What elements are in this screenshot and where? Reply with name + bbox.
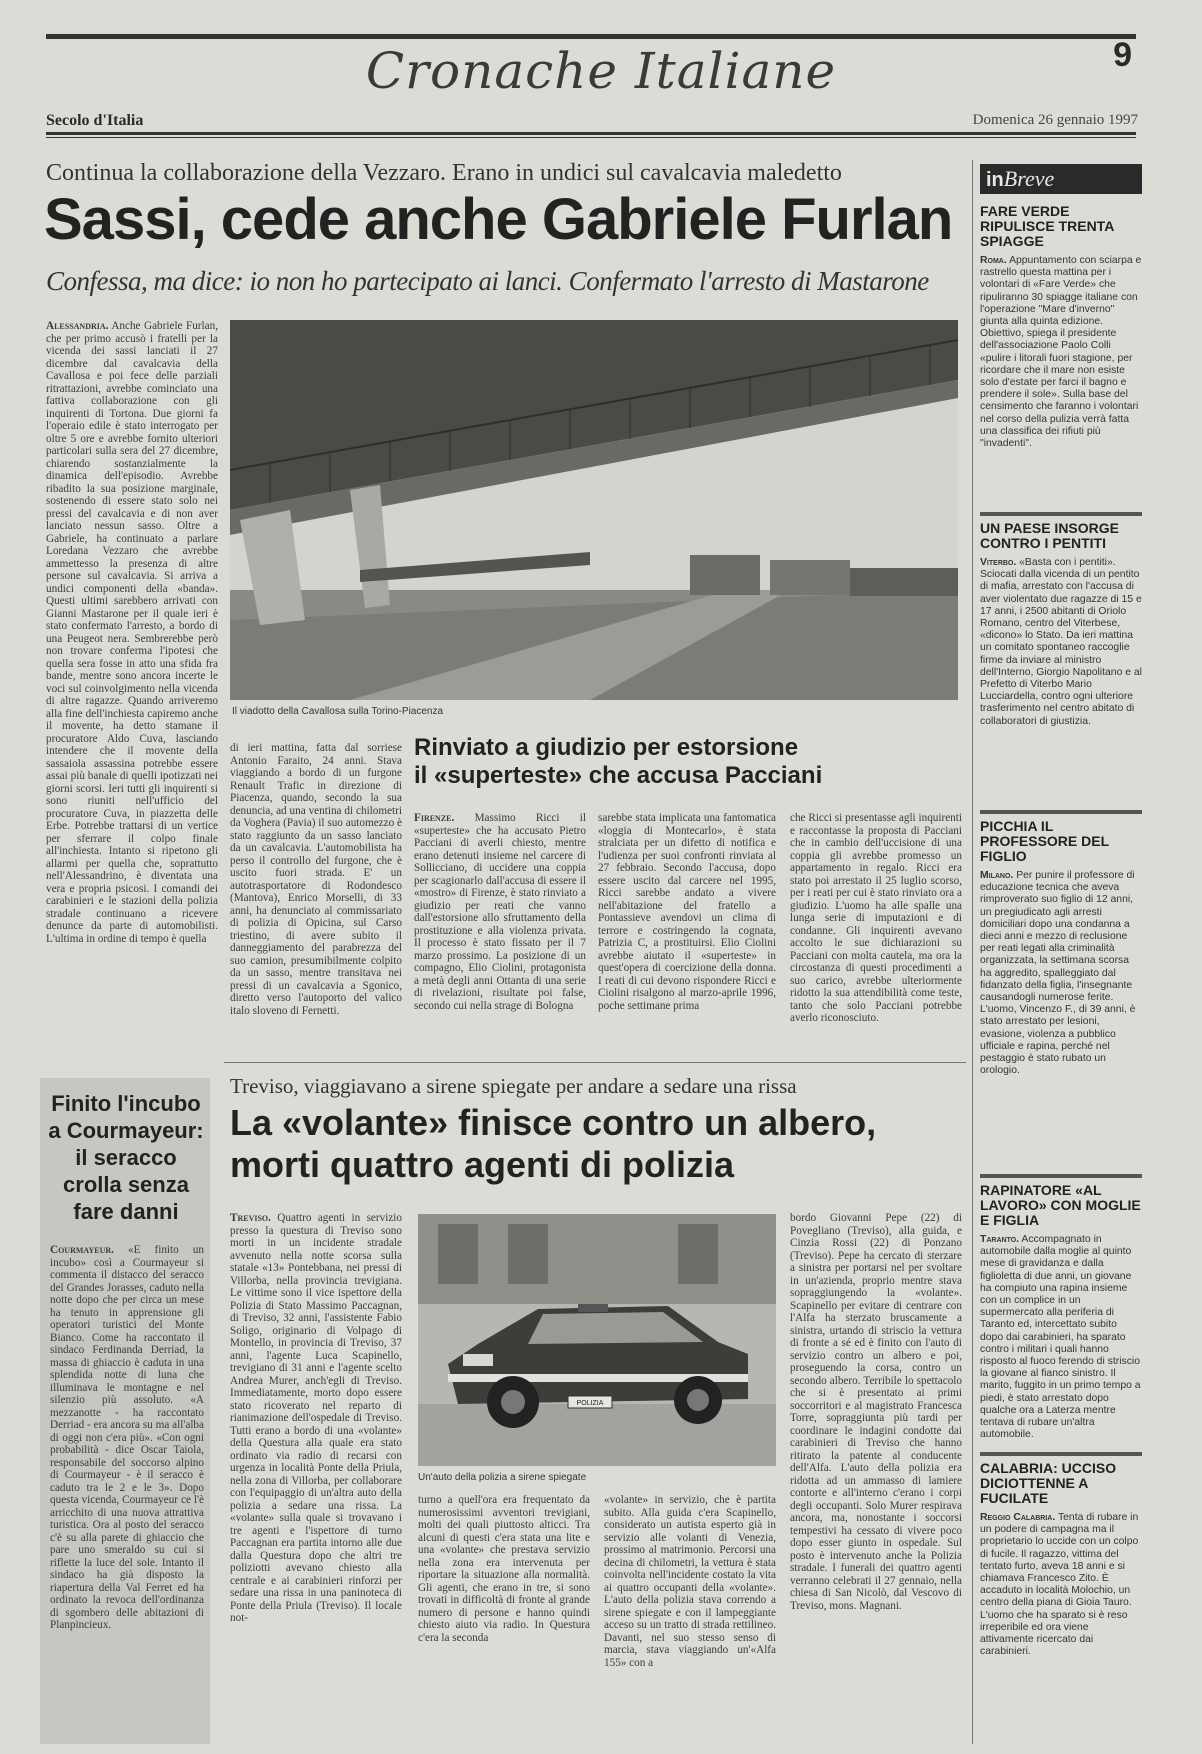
courmayeur-body-text: «E finito un incubo» così a Courmayeur si commenta il distacco del seracco del Grandes Jorasses, caduto nella notte dopo che per circa un mese ha tenuto in apprensione gli operatori turistici del Monte Bianco. Come ha raccontato il sindaco Ferdinanda Derriad, la massa di ghiaccio è caduta in una splendida notte di luna che illuminava le montagne e nel silenzio più assoluto. «A mezzanotte - ha raccontato Derriad - era ancora su ma all'alba di oggi non c'era più». «Con ogni probabilità - dice Oscar Taiola, responsabile del soccorso alpino di Courmayeur - è il seracco è caduto tra le 2 e le 3». Dopo questa vicenda, Courmayeur ce l'è arricchito di una nuova attrattiva turistica. Ora al posto del seracco c'è su alla parete di ghiaccio che pare uno smeraldo su cui si riflette la luce del sole. Intanto il sindaco ha già disposto la riapertura della Val Ferret ed ha ordinato la revoca dell'ordinanza di sgombero delle abitazioni di Planpincieux. [50,1244,204,1631]
brief-3-dateline: Milano. [980,870,1014,881]
brief-4-title: RAPINATORE «AL LAVORO» CON MOGLIE E FIGLIA [980,1182,1141,1228]
brief-1-body: Appuntamento con sciarpa e rastrello questa mattina per i volontari di «Fare Verde» che ripuliranno 30 spiagge italiane con l'operazione "Mare d'inverno" giunta alla quinta edizione. Obiettivo, spiega il presidente dell'associazione Paolo Colli «pulire i litorali fuori stagione, per ricordare che il mare non esiste solo d'estate per farci il bagno e prendere il sole». Sulla base del censimento che faranno i volontari nel corso della pulizia verrà fatta una classifica dei rifiuti più "invadenti". [980,255,1142,450]
viaduct-caption: Il viadotto della Cavallosa sulla Torino-Piacenza [232,706,444,717]
treviso-col2: turno a quell'ora era frequentato da numerosissimi avventori trevigiani, molti dei quali piuttosto alticci. Tra alcuni di questi c'era stata una lite e una «volante» che prestava servizio nella zona era intervenuta per riportare la situazione alla normalità. Gli agenti, che erano in tre, si sono trovati in difficoltà di fronte al grande numero di persone e hanno quindi chiesto aiuto via radio. In Questura c'era la seconda [418,1494,590,1644]
treviso-dateline: Treviso. [230,1212,271,1224]
in-breve-header [980,164,1142,194]
sidebar-divider [972,160,973,1744]
brief-1-title: FARE VERDE RIPULISCE TRENTA SPIAGGE [980,204,1114,249]
brief-2-bar [980,512,1142,516]
brief-4-body: Accompagnato in automobile dalla moglie al quinto mese di gravidanza e dalla figlioletta di due anni, un giovane ha compiuto una rapina insieme con un complice in un supermercato alla periferia di Taranto ed, intercettato subito dopo dai carabinieri, ha sparato contro i militari i quali hanno risposto al fuoco ferendo di striscio la giovane al fianco sinistro. Il marito, fuggito in un primo tempo a piedi, è stato arrestato dopo qualche ora a Laterza mentre tentava di rubare un'altra automobile. [980,1234,1141,1441]
brief-5-dateline: Reggio Calabria. [980,1512,1056,1523]
viaduct-photo [230,320,958,700]
pacciani-col1-text: Massimo Ricci il «superteste» che ha accusato Pietro Pacciani di averli chiesto, mentre erano detenuti insieme nel carcere di Sollicciano, di uccidere una coppia per scagionarlo dall'accusa di essere il «mostro» di Firenze, è stato rinviato a giudizio per reati che vanno dall'estorsione allo sfruttamento della prostituzione e alla violenza privata. Il processo è stato fissato per il 7 marzo prossimo. La posizione di un compagno, Elio Ciolini, protagonista a metà degli anni Ottanta di una serie di rivelazioni, risultate poi false, secondo cui nella strage di Bologna [414,812,586,1012]
pacciani-col1 [414,812,586,1046]
pacciani-headline-line2: il «superteste» che accusa Pacciani [414,762,823,789]
masthead-rule-thin [46,137,1136,138]
treviso-col4: bordo Giovanni Pepe (22) di Povegliano (Treviso), alla guida, e Cinzia Rossi (22) di Ponzano (Treviso). Pepe ha cercato di sterzare a sinistra per portarsi nel per svoltare in un'azienda, proprio mentre stava sopraggiungendo la «volante». Scapinello per evitare di centrare con l'Alfa ha sterzato bruscamente a sinistra, urtando di striscio la vettura di fronte a sé ed è finito con l'auto di servizio contro un albero e poi, proseguendo la corsa, contro un secondo albero. Terribile lo spettacolo che si è presentato ai primi soccorritori e al magistrato Francesca Torre, sopraggiunta più tardi per coordinare le indagini condotte dai carabinieri di Treviso che hanno ritirato la patente al conducente dell'Alfa. L'auto della polizia era ridotta ad un ammasso di lamiere contorte e all'interno c'erano i corpi degli occupanti. Solo Murer respirava ancora, ma, nonostante i soccorsi tempestivi ha cessato di vivere poco dopo esser giunto in ospedale. Sul posto è intervenuto anche la Polizia stradale. I funerali dei quattro agenti verranno celebrati il 27 gennaio, nella chiesa di San Nicolò, dal Vescovo di Treviso, mons. Magnani. [790,1212,962,1612]
lead-headline: Sassi, cede anche Gabriele Furlan [44,187,953,252]
police-car-caption: Un'auto della polizia a sirene spiegate [418,1472,587,1483]
license-plate-text: POLIZIA [576,1400,604,1407]
brief-5-body: Tenta di rubare in un podere di campagna ma il proprietario lo uccide con un colpo di fucile. Il ragazzo, vittima del tentato furto, aveva 18 anni e si chiamava Francesco Zito. È accaduto in località Molochio, un centro della piana di Gioia Tauro. L'uomo che ha sparato si è reso irreperibile ed ora viene attivamente ricercato dai carabinieri. [980,1512,1139,1658]
story-divider [224,1062,966,1063]
brief-2 [980,512,1142,802]
brief-3-bar [980,810,1142,814]
brief-3-body: Per punire il professore di educazione tecnica che aveva rimproverato suo figlio di 12 anni, un pregiudicato agli arresti domiciliari dopo una condanna a dieci anni e mezzo di reclusione per reati legati alla criminalità organizzata, la settimana scorsa ha aggredito, spalleggiato dal fidanzato della figlia, l'insegnante causandogli numerose ferite. L'uomo, Vincenzo F., di 39 anni, è stato arrestato per lesioni, evasione, violenza a pubblico ufficiale e rapina, perché nel pestaggio è stato rubato un orologio. [980,870,1136,1077]
police-car-photo [418,1214,776,1466]
treviso-kicker: Treviso, viaggiavano a sirene spiegate per andare a sedare una rissa [230,1074,797,1098]
brief-1-dateline: Roma. [980,255,1007,266]
in-breve-label-breve: Breve [1003,166,1055,191]
top-rule [46,34,1136,39]
pacciani-col2: sarebbe stata implicata una fantomatica «loggia di Montecarlo», è stata stralciata per un difetto di notifica e l'udienza per suoi confronti rinviata al 27 febbraio. Secondo l'accusa, dopo essere uscito dal carcere nel 1995, Ricci sarebbe andato a vivere nell'abitazione del fratello a Pontassieve avendovi un clima di terrore e costringendo la cognata, Patrizia C, a prostituirsi. Elio Ciolini avrebbe aiutato il «superteste» in quest'opera di coercizione della donna. I reati di cui devono rispondere Ricci e Ciolini risalgono al marzo-aprile 1996, poche settimane prima [598,812,776,1012]
pacciani-dateline: Firenze. [414,812,455,824]
brief-5 [980,1452,1142,1726]
masthead-paper: Secolo d'Italia [46,112,144,129]
brief-2-dateline: Viterbo. [980,557,1017,568]
treviso-col1-text: Quattro agenti in servizio presso la questura di Treviso sono morti in un incidente stradale avvenuto nella notte scorsa sulla statale «13» Pontebbana, nei pressi di Villorba, nella provincia trevigiana. Le vittime sono il vice ispettore della Polizia di Stato Massimo Paccagnan, di Treviso, 32 anni, l'assistente Fabio Soligo, originario di Volpago di Montello, in provincia di Treviso, 37 anni, l'agente Luca Scapinello, trevigiano di 31 anni e l'agente scelto Andrea Murer, anch'egli di Treviso. Immediatamente, morto dopo essere stato ricoverato nel reparto di rianimazione dell'ospedale di Treviso. Tutti erano a bordo di una «volante» della Questura alla quale era stato ordinato via radio di recarsi con urgenza in località Ponte della Priula, nella zona di Villorba, per collaborare con l'equipaggio di un'altra auto della polizia a sedare una rissa. La «volante» sulla quale si trovavano i tre agenti e l'ispettore di turno Paccagnan era partita intorno alle due dalla Questura dopo che altri tre poliziotti avevano chiesto alla centrale e ai carabinieri rinforzi per sedare una rissa in una paninoteca di Ponte della Priula (Treviso). Il locale not- [230,1212,402,1624]
brief-5-title: CALABRIA: UCCISO DICIOTTENNE A FUCILATE [980,1460,1117,1506]
pacciani-headline [414,734,964,790]
courmayeur-body [50,1244,204,1738]
brief-2-title: UN PAESE INSORGE CONTRO I PENTITI [980,520,1119,551]
masthead-rule [46,132,1136,135]
brief-4 [980,1174,1142,1444]
brief-3-title: PICCHIA IL PROFESSORE DEL FIGLIO [980,818,1109,864]
brief-4-bar [980,1174,1142,1178]
police-car-illustration [418,1214,776,1466]
pacciani-headline-line1: Rinviato a giudizio per estorsione [414,734,799,761]
in-breve-label-in: in [986,169,1004,191]
treviso-headline-line2: morti quattro agenti di polizia [230,1144,734,1185]
treviso-headline [230,1102,970,1186]
brief-4-dateline: Taranto. [980,1234,1020,1245]
courmayeur-headline: Finito l'incubo a Courmayeur: il seracco crolla senza fare danni [48,1091,204,1224]
courmayeur-dateline: Courmayeur. [50,1244,114,1256]
lead-col1 [46,320,218,1046]
sidebar-in-breve [980,164,1142,1744]
lead-kicker: Continua la collaborazione della Vezzaro. Erano in undici sul cavalcavia maledetto [46,160,842,186]
brief-1 [980,204,1142,504]
treviso-headline-line1: La «volante» finisce contro un albero, [230,1102,877,1143]
viaduct-illustration [230,320,958,700]
lead-col1-text: Anche Gabriele Furlan, che per primo accusò i fratelli per la vicenda dei sassi lanciati il 27 dicembre dal cavalcavia della Cavallosa e poi fece delle parziali ritrattazioni, avrebbe cominciato una fattiva collaborazione con gli inquirenti di Tortona. Due giorni fa l'operaio edile è stato interrogato per oltre 5 ore e avrebbe fornito ulteriori particolari sulla sera del 27 dicembre, chiarendo sostanzialmente la dinamica dell'episodio. Avrebbe ribadito la sua posizione marginale, sostenendo di essere stato solo nei pressi del cavalcavia e di non aver lanciato nessun sasso. Oltre a Gabriele, ha continuato a parlare Loredana Vezzaro che avrebbe ammettesso la presenza di altre persone sul cavalcavia. Si arriva a undici componenti della «banda». Questi ultimi sarebbero arrivati con Gianni Mastarone per il quale ieri è stato confermato l'arresto, a bordo di una Peugeot nera. Sembrerebbe però non trovare conferma l'ipotesi che quella sera fosse in atto una sfida fra bande, mentre sono ancora incerte le voci sul coinvolgimento nella vicenda di altre ragazze. Quando arriveremo alla fine dell'inchiesta capiremo anche il movente, ha detto stamane il procuratore Aldo Cuva, lasciando intendere che il movente della sassaiola assassina potrebbe essere assai più banale di quelli ipotizzati nei giorni scorsi. Ieri tutti gli inquirenti si sono riuniti nell'ufficio del procuratore Cuva, in piazzetta delle Erbe. Potrebbe trattarsi di un vertice per sferrare il colpo finale all'inchiesta. Intanto si ripetono gli allarmi per quella che, soprattutto nell'Alessandrino, è diventata una vera e propria psicosi. I comandi dei carabinieri e le stazioni della polizia stradale continuano a ricevere denunce da parte di automobilisti. L'ultima in ordine di tempo è quella [46,320,218,945]
brief-2-body: «Basta con i pentiti». Sciocati dalla vicenda di un pentito di mafia, arrestato con l'accusa di aver violentato due ragazze di 15 e 17 anni, i 2500 abitanti di Oriolo Romano, centro del Viterbese, «dicono» lo Stato. Da ieri mattina un comitato spontaneo raccoglie firme da inviare al ministro dell'Interno, Giorgio Napolitano e al Prefetto di Viterbo Mario Lucciardella, contro ogni ulteriore trasferimento nel centro abitato di collaboratori di giustizia. [980,557,1142,727]
brief-3 [980,810,1142,1166]
page-number: 9 [1113,36,1132,74]
brief-5-bar [980,1452,1142,1456]
treviso-col1 [230,1212,402,1742]
lead-dateline: Alessandria. [46,320,109,332]
treviso-col3: «volante» in servizio, che è partita subito. Alla guida c'era Scapinello, considerato un autista esperto già in servizio alle volanti di Venezia, prossimo al matrimonio. Percorsi una decina di chilometri, la vettura è stata coinvolta nell'incidente costato la vita ai quattro occupanti della «volante». L'auto della polizia stava correndo a sirene spiegate e con il lampeggiante acceso su un tratto di strada rettilineo. Davanti, nel suo stesso senso di marcia, stava viaggiando un'«Alfa 155» con a [604,1494,776,1669]
lead-subhead: Confessa, ma dice: io non ho partecipato ai lanci. Confermato l'arresto di Mastarone [46,266,929,296]
lead-col2: di ieri mattina, fatta dal sorriese Antonio Faraito, 24 anni. Stava viaggiando a bordo di un furgone Renault Trafic in direzione di Piacenza, quando, secondo la sua denuncia, ad una ventina di chilometri da Voghera (Pavia) il suo automezzo è stato raggiunto da un sasso lanciato da un cavalcavia. L'automobilista ha perso il controllo del furgone, che è uscito fuori strada. E' un autotrasportatore di Rodondesco (Mantova), Enrico Morselli, di 33 anni, ha denunciato al commissariato di polizia di Opicina, sul Carso triestino, di avere subito il danneggiamento del parabrezza del suo camion, presumibilmente colpito da un sasso, mentre transitava nei pressi di un cavalcavia a Sgonico, diretto verso l'autoporto del valico italo sloveno di Fernetti. [230,742,402,1017]
masthead-date: Domenica 26 gennaio 1997 [972,112,1138,128]
pacciani-col3: che Ricci si presentasse agli inquirenti e raccontasse la proposta di Pacciani che in cambio dell'uccisione di una coppia gli avrebbe promesso un appartamento in regalo. Ricci era stato poi arrestato il 25 luglio scorso, per i reati per cui è stato rinviato ora a giudizio. L'uomo ha alle spalle una lunga serie di imputazioni e di condanne. Gli inquirenti avevano accolto le sue dichiarazioni su Pacciani con molta cautela, ma ora la circostanza di questi procedimenti a suo carico, avrebbe ulteriormente ridotto la sua attendibilità come teste, tanto che solo Pacciani potrebbe averlo riconosciuto. [790,812,962,1024]
section-title: Cronache Italiane [365,42,837,100]
